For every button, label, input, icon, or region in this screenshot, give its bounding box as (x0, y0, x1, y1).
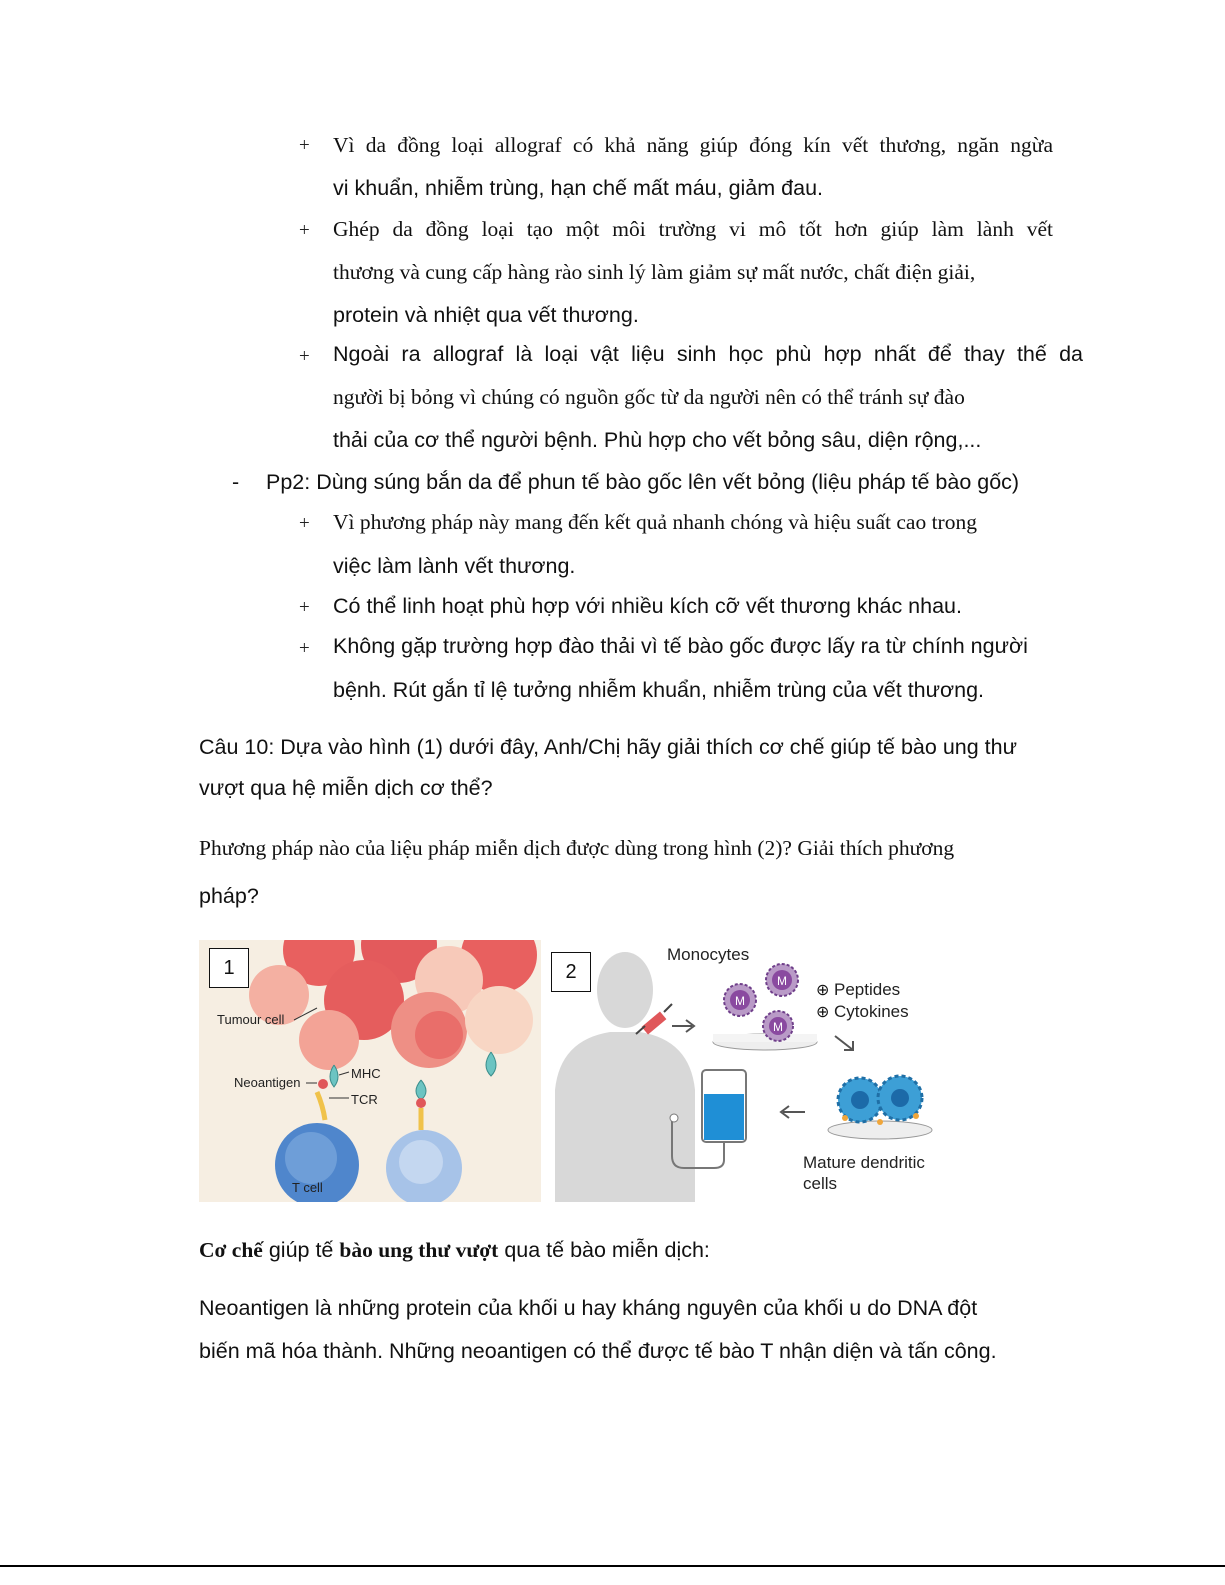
answer-heading (199, 1238, 710, 1263)
figure-2-number: 2 (551, 952, 591, 992)
label-mature-dendritic: Mature dendritic (803, 1153, 925, 1172)
monocyte-dish (713, 1034, 817, 1050)
bullet-text: thải của cơ thể người bệnh. Phù hợp cho vết bỏng sâu, diện rộng,... (333, 428, 982, 452)
bullet-text: người bị bỏng vì chúng có nguồn gốc từ da người nên có thể tránh sự đào (333, 385, 965, 409)
bullet-plus: + (299, 638, 310, 659)
plus-circle-icon: ⊕ (816, 982, 830, 999)
bullet-text: protein và nhiệt qua vết thương. (333, 303, 639, 327)
bullet-text: bệnh. Rút gắn tỉ lệ tưởng nhiễm khuẩn, nhiễm trùng của vết thương. (333, 678, 985, 702)
pp2-heading: Pp2: Dùng súng bắn da để phun tế bào gốc lên vết bỏng (liệu pháp tế bào gốc) (266, 470, 1020, 494)
question-line: pháp? (199, 884, 259, 908)
label-cells: cells (803, 1174, 838, 1193)
bullet-text: Ghép da đồng loại tạo một môi trường vi mô tốt hơn giúp làm lành vết (333, 217, 1053, 241)
label-mhc: MHC (351, 1066, 381, 1081)
label-tumour-cell: Tumour cell (217, 1012, 285, 1027)
tumour-cells (249, 940, 537, 1070)
bullet-text: Không gặp trường hợp đào thải vì tế bào gốc được lấy ra từ chính người (333, 634, 1028, 658)
heading-text: qua tế bào miễn dịch: (498, 1238, 710, 1262)
label-t-cell: T cell (292, 1180, 323, 1195)
bullet-text: vi khuẩn, nhiễm trùng, hạn chế mất máu, giảm đau. (333, 176, 823, 200)
label-tcr: TCR (351, 1092, 378, 1107)
label-peptides: Peptides (834, 980, 901, 999)
label-monocytes: Monocytes (667, 945, 750, 964)
monocyte-letter: M (735, 994, 745, 1008)
bullet-text: Vì da đồng loại allograf có khả năng giúp đóng kín vết thương, ngăn ngừa (333, 133, 1053, 157)
bullet-text: Có thể linh hoạt phù hợp với nhiều kích cỡ vết thương khác nhau. (333, 594, 962, 618)
answer-paragraph-line: biến mã hóa thành. Những neoantigen có thể được tế bào T nhận diện và tấn công. (199, 1339, 997, 1363)
bullet-plus: + (299, 597, 310, 618)
answer-paragraph-line: Neoantigen là những protein của khối u hay kháng nguyên của khối u do DNA đột (199, 1296, 978, 1320)
bullet-text: Ngoài ra allograf là loại vật liệu sinh học phù hợp nhất để thay thế da (333, 342, 1083, 366)
list-dash: - (232, 470, 240, 494)
question-line: Câu 10: Dựa vào hình (1) dưới đây, Anh/Chị hãy giải thích cơ chế giúp tế bào ung thư (199, 735, 1017, 759)
bullet-plus: + (299, 220, 310, 241)
plus-circle-icon: ⊕ (816, 1004, 830, 1021)
heading-text: giúp tế (262, 1238, 340, 1262)
figure-1-number: 1 (209, 948, 249, 988)
question-line: vượt qua hệ miễn dịch cơ thể? (199, 776, 493, 800)
bullet-plus: + (299, 346, 310, 367)
label-cytokines: Cytokines (834, 1002, 909, 1021)
bullet-text: Vì phương pháp này mang đến kết quả nhanh chóng và hiệu suất cao trong (333, 510, 977, 534)
bullet-text: thương và cung cấp hàng rào sinh lý làm giảm sự mất nước, chất điện giải, (333, 260, 976, 284)
monocytes (724, 964, 798, 1041)
monocyte-letter: M (777, 974, 787, 988)
bullet-plus: + (299, 135, 310, 156)
figure-1 (199, 940, 541, 1202)
monocyte-letter: M (773, 1020, 783, 1034)
page-bottom-rule (0, 1565, 1225, 1567)
figure-2 (550, 940, 950, 1202)
dendritic-cells (838, 1076, 922, 1125)
label-neoantigen: Neoantigen (234, 1075, 301, 1090)
bullet-plus: + (299, 513, 310, 534)
heading-bold: bào ung thư vượt (339, 1238, 499, 1262)
heading-bold: Cơ chế (199, 1238, 263, 1262)
question-line: Phương pháp nào của liệu pháp miễn dịch được dùng trong hình (2)? Giải thích phương (199, 836, 955, 860)
bullet-text: việc làm lành vết thương. (333, 554, 576, 578)
